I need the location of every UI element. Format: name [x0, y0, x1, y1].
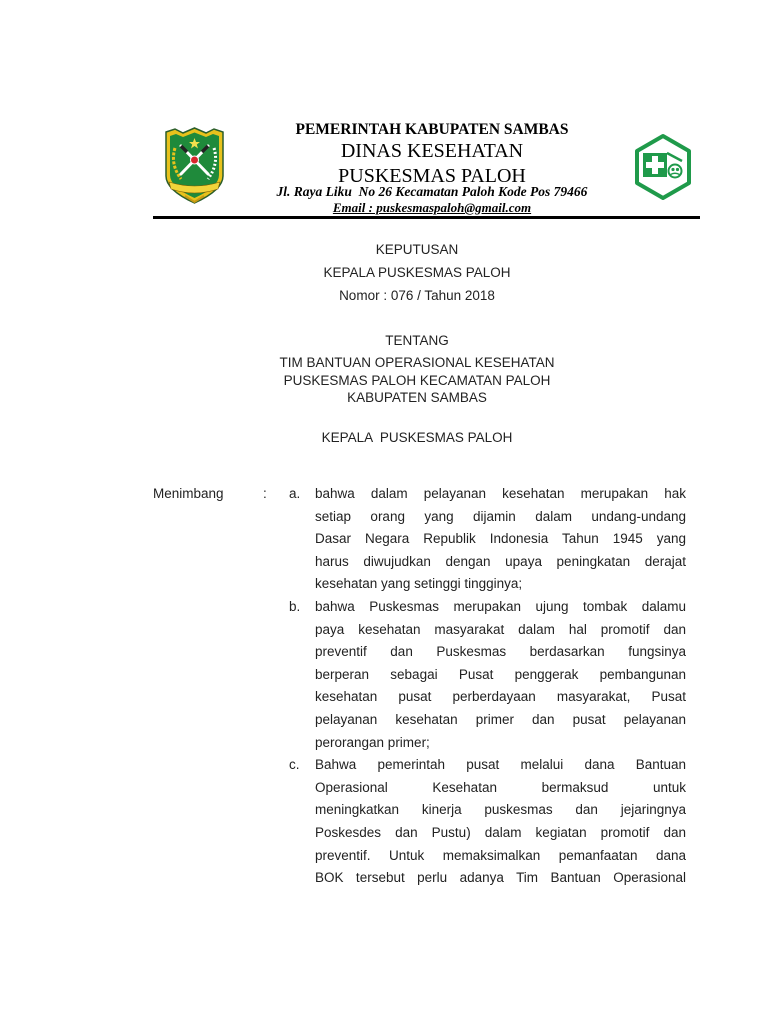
text-line: setiap orang yang dijamin dalam undang-undang — [315, 508, 686, 524]
text-line: perorangan primer; — [315, 734, 430, 750]
item-text — [315, 596, 686, 754]
text-line: preventif dan Puskesmas berdasarkan fungsinya — [315, 644, 686, 660]
letterhead-divider — [153, 216, 700, 219]
item-marker: a. — [289, 486, 301, 501]
text-line: Operasional Kesehatan bermaksud untuk — [315, 779, 686, 795]
text-line: bahwa Puskesmas merupakan ujung tombak dalamu — [315, 599, 686, 614]
decree-number: Nomor : 076 / Tahun 2018 — [339, 288, 495, 303]
signatory-heading: KEPALA PUSKESMAS PALOH — [321, 430, 513, 445]
text-line: kesehatan pusat perberdayaan masyarakat, Pusat — [315, 689, 686, 705]
considering-label: Menimbang — [153, 486, 224, 501]
subject-line: KABUPATEN SAMBAS — [347, 390, 487, 405]
considering-colon: : — [263, 486, 267, 501]
institution-name: PUSKESMAS PALOH — [338, 165, 526, 187]
text-line: Bahwa pemerintah pusat melalui dana Bantuan — [315, 757, 686, 773]
item-text — [315, 754, 686, 890]
subject-line: PUSKESMAS PALOH KECAMATAN PALOH — [283, 373, 551, 388]
kabupaten-sambas-emblem-icon — [163, 126, 226, 206]
email-line: Email : puskesmaspaloh@gmail.com — [332, 200, 532, 215]
text-line: Poskesdes dan Pustu) dalam kegiatan promotif dan — [315, 824, 686, 840]
decree-heading: KEPUTUSAN — [375, 242, 459, 257]
subject-line: TIM BANTUAN OPERASIONAL KESEHATAN — [279, 355, 555, 370]
text-line: paya kesehatan masyarakat dalam hal promotif dan — [315, 621, 686, 637]
text-line: Dasar Negara Republik Indonesia Tahun 1945 yang — [315, 531, 686, 547]
department-name: DINAS KESEHATAN — [340, 140, 524, 162]
text-line: harus diwujudkan dengan upaya peningkatan derajat — [315, 553, 686, 569]
text-line: berperan sebagai Pusat penggerak pembangunan — [315, 666, 686, 682]
text-line: kesehatan yang setinggi tingginya; — [315, 576, 523, 592]
decree-issuer: KEPALA PUSKESMAS PALOH — [323, 265, 511, 280]
text-line: meningkatkan kinerja puskesmas dan jejaringnya — [315, 802, 686, 818]
address-line: Jl. Raya Liku No 26 Kecamatan Paloh Kode Pos 79466 — [276, 184, 588, 199]
text-line: bahwa dalam pelayanan kesehatan merupakan hak — [315, 486, 686, 501]
item-marker: b. — [289, 599, 301, 614]
puskesmas-logo-icon — [634, 133, 692, 201]
text-line: BOK tersebut perlu adanya Tim Bantuan Operasional — [315, 870, 686, 886]
item-marker: c. — [289, 757, 300, 773]
about-heading: TENTANG — [385, 333, 449, 348]
text-line: preventif. Untuk memaksimalkan pemanfaatan dana — [315, 847, 686, 863]
text-line: pelayanan kesehatan primer dan pusat pelayanan — [315, 711, 686, 727]
government-name: PEMERINTAH KABUPATEN SAMBAS — [295, 121, 569, 138]
item-text — [315, 483, 686, 596]
